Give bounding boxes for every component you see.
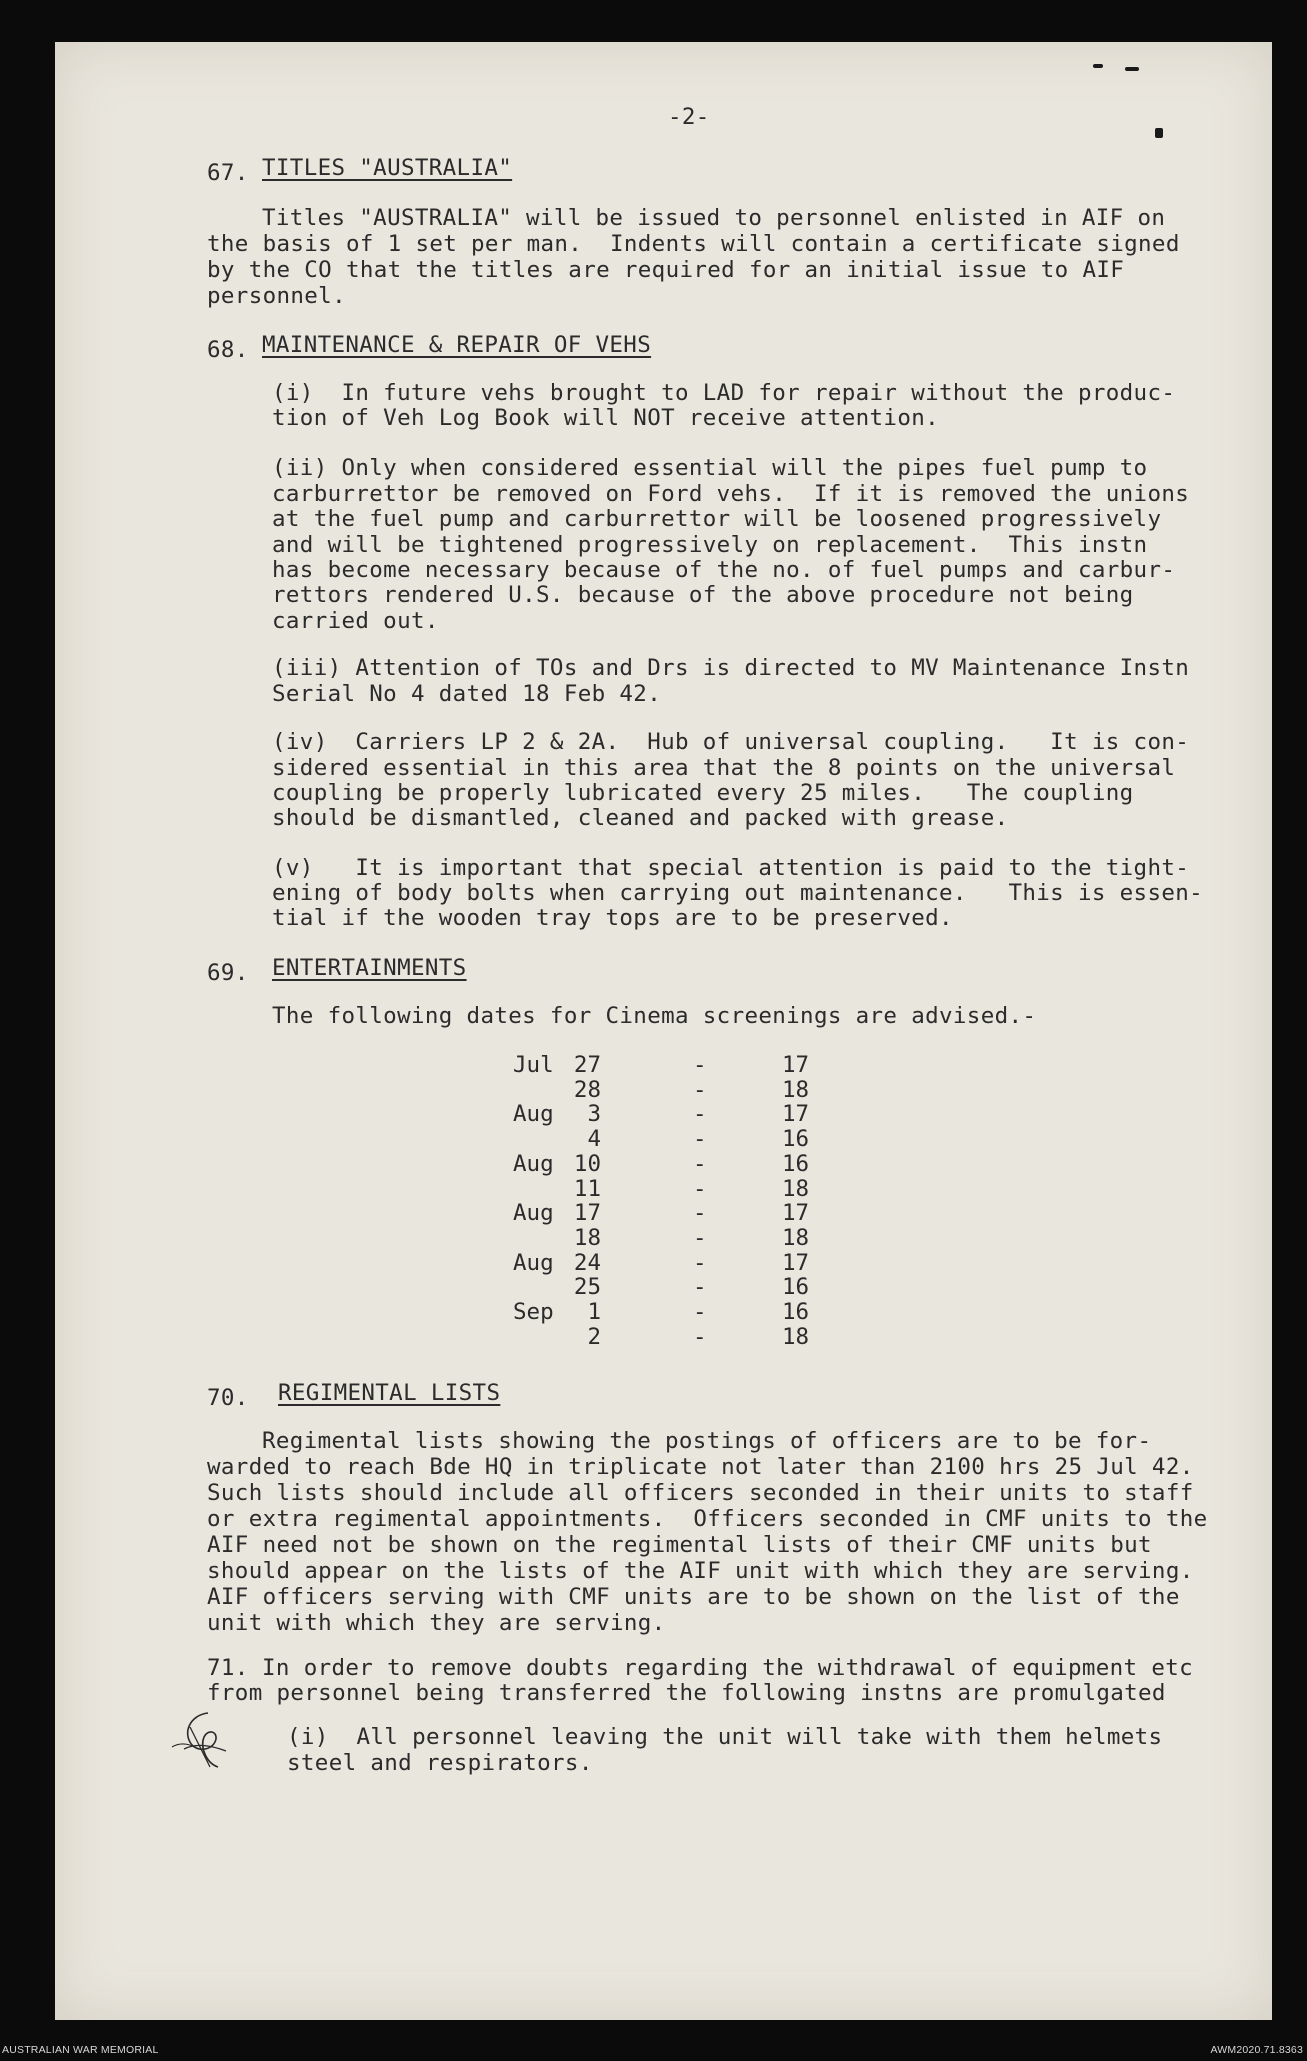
screening-dash: - — [693, 1324, 707, 1350]
screening-value: 17 — [782, 1052, 810, 1078]
section-70-line: warded to reach Bde HQ in triplicate not later than 2100 hrs 25 Jul 42. — [207, 1454, 1194, 1480]
section-68-p2-line: (ii) Only when considered essential will the pipes fuel pump to — [272, 455, 1148, 481]
handwritten-initials — [170, 1705, 240, 1775]
screening-dash: - — [693, 1176, 707, 1202]
screening-day: 27 — [573, 1052, 601, 1078]
section-68-p4-line: coupling be properly lubricated every 25 miles. The coupling — [272, 780, 1134, 806]
screening-day: 17 — [573, 1200, 601, 1226]
screening-month: Aug — [513, 1101, 554, 1127]
section-68-number: 68. — [207, 337, 249, 363]
section-70-line: should appear on the lists of the AIF unit with which they are serving. — [207, 1558, 1194, 1584]
screening-value: 18 — [782, 1225, 810, 1251]
section-68-p5-line: (v) It is important that special attention is paid to the tight- — [272, 855, 1190, 881]
screening-month: Sep — [513, 1299, 554, 1325]
screening-day: 3 — [587, 1101, 601, 1127]
section-68-p5-line: tial if the wooden tray tops are to be preserved. — [272, 905, 953, 931]
section-71-p1-line: (i) All personnel leaving the unit will take with them helmets — [287, 1724, 1163, 1750]
screening-dash: - — [693, 1126, 707, 1152]
screening-dash: - — [693, 1151, 707, 1177]
section-70-line: Regimental lists showing the postings of officers are to be for- — [262, 1428, 1152, 1454]
footer-credit: AUSTRALIAN WAR MEMORIAL — [2, 2044, 159, 2056]
ink-mark — [1155, 128, 1163, 138]
section-70-line: Such lists should include all officers seconded in their units to staff — [207, 1480, 1194, 1506]
section-71-p1-line: steel and respirators. — [287, 1750, 593, 1776]
screening-dash: - — [693, 1200, 707, 1226]
page-number: -2- — [668, 104, 710, 130]
screening-value: 16 — [782, 1126, 810, 1152]
screening-value: 16 — [782, 1274, 810, 1300]
screening-value: 18 — [782, 1077, 810, 1103]
section-69-intro: The following dates for Cinema screenings are advised.- — [272, 1003, 1037, 1029]
section-69-number: 69. — [207, 960, 249, 986]
section-70-title: REGIMENTAL LISTS — [278, 1380, 501, 1406]
screening-day: 24 — [573, 1250, 601, 1276]
section-70-number: 70. — [207, 1385, 249, 1411]
section-69-title: ENTERTAINMENTS — [272, 955, 467, 981]
ink-mark — [1125, 67, 1139, 71]
section-70-line: AIF need not be shown on the regimental lists of their CMF units but — [207, 1532, 1152, 1558]
screening-month: Aug — [513, 1250, 554, 1276]
screening-value: 17 — [782, 1250, 810, 1276]
section-67-number: 67. — [207, 160, 249, 186]
screening-value: 16 — [782, 1151, 810, 1177]
section-68-p3-line: (iii) Attention of TOs and Drs is directed to MV Maintenance Instn — [272, 655, 1190, 681]
section-68-p4-line: (iv) Carriers LP 2 & 2A. Hub of universal coupling. It is con- — [272, 729, 1190, 755]
section-70-line: unit with which they are serving. — [207, 1610, 666, 1636]
screening-value: 16 — [782, 1299, 810, 1325]
section-68-p3-line: Serial No 4 dated 18 Feb 42. — [272, 681, 662, 707]
section-67-title: TITLES "AUSTRALIA" — [262, 155, 513, 181]
screening-month: Aug — [513, 1151, 554, 1177]
screening-dash: - — [693, 1101, 707, 1127]
section-67-line: by the CO that the titles are required for an initial issue to AIF — [207, 257, 1125, 283]
screening-dash: - — [693, 1052, 707, 1078]
section-68-p4-line: sidered essential in this area that the 8 points on the universal — [272, 755, 1176, 781]
section-67-line: Titles "AUSTRALIA" will be issued to personnel enlisted in AIF on — [262, 205, 1166, 231]
section-67-line: the basis of 1 set per man. Indents will contain a certificate signed — [207, 231, 1180, 257]
screening-value: 18 — [782, 1176, 810, 1202]
section-71-line: from personnel being transferred the following instns are promulgated — [207, 1680, 1166, 1706]
screening-day: 1 — [587, 1299, 601, 1325]
section-70-line: or extra regimental appointments. Officers seconded in CMF units to the — [207, 1506, 1208, 1532]
section-67-line: personnel. — [207, 283, 346, 309]
screening-value: 17 — [782, 1200, 810, 1226]
screening-day: 28 — [573, 1077, 601, 1103]
ink-mark — [1093, 64, 1103, 68]
section-68-p2-line: has become necessary because of the no. of fuel pumps and carbur- — [272, 557, 1176, 583]
section-68-p1-line: tion of Veh Log Book will NOT receive attention. — [272, 405, 940, 431]
screening-day: 11 — [573, 1176, 601, 1202]
screening-day: 4 — [587, 1126, 601, 1152]
section-68-p2-line: and will be tightened progressively on replacement. This instn — [272, 532, 1148, 558]
section-68-p1-line: (i) In future vehs brought to LAD for repair without the produc- — [272, 380, 1176, 406]
screening-month: Aug — [513, 1200, 554, 1226]
section-68-title: MAINTENANCE & REPAIR OF VEHS — [262, 332, 652, 358]
section-68-p2-line: carried out. — [272, 608, 439, 634]
screening-value: 18 — [782, 1324, 810, 1350]
screening-day: 2 — [587, 1324, 601, 1350]
footer-accession-number: AWM2020.71.8363 — [1210, 2044, 1303, 2056]
section-68-p2-line: rettors rendered U.S. because of the above procedure not being — [272, 582, 1134, 608]
screening-dash: - — [693, 1274, 707, 1300]
screening-day: 25 — [573, 1274, 601, 1300]
screening-month: Jul — [513, 1052, 554, 1078]
section-68-p2-line: carburrettor be removed on Ford vehs. If it is removed the unions — [272, 481, 1190, 507]
screening-dash: - — [693, 1077, 707, 1103]
section-68-p2-line: at the fuel pump and carburrettor will be loosened progressively — [272, 506, 1162, 532]
section-68-p4-line: should be dismantled, cleaned and packed with grease. — [272, 805, 1009, 831]
section-71-number: 71. — [207, 1655, 249, 1681]
screening-dash: - — [693, 1225, 707, 1251]
screening-dash: - — [693, 1250, 707, 1276]
section-70-line: AIF officers serving with CMF units are to be shown on the list of the — [207, 1584, 1180, 1610]
screening-day: 18 — [573, 1225, 601, 1251]
screening-dash: - — [693, 1299, 707, 1325]
section-71-line: In order to remove doubts regarding the withdrawal of equipment etc — [262, 1655, 1194, 1681]
section-68-p5-line: ening of body bolts when carrying out maintenance. This is essen- — [272, 880, 1204, 906]
screening-value: 17 — [782, 1101, 810, 1127]
screening-day: 10 — [573, 1151, 601, 1177]
